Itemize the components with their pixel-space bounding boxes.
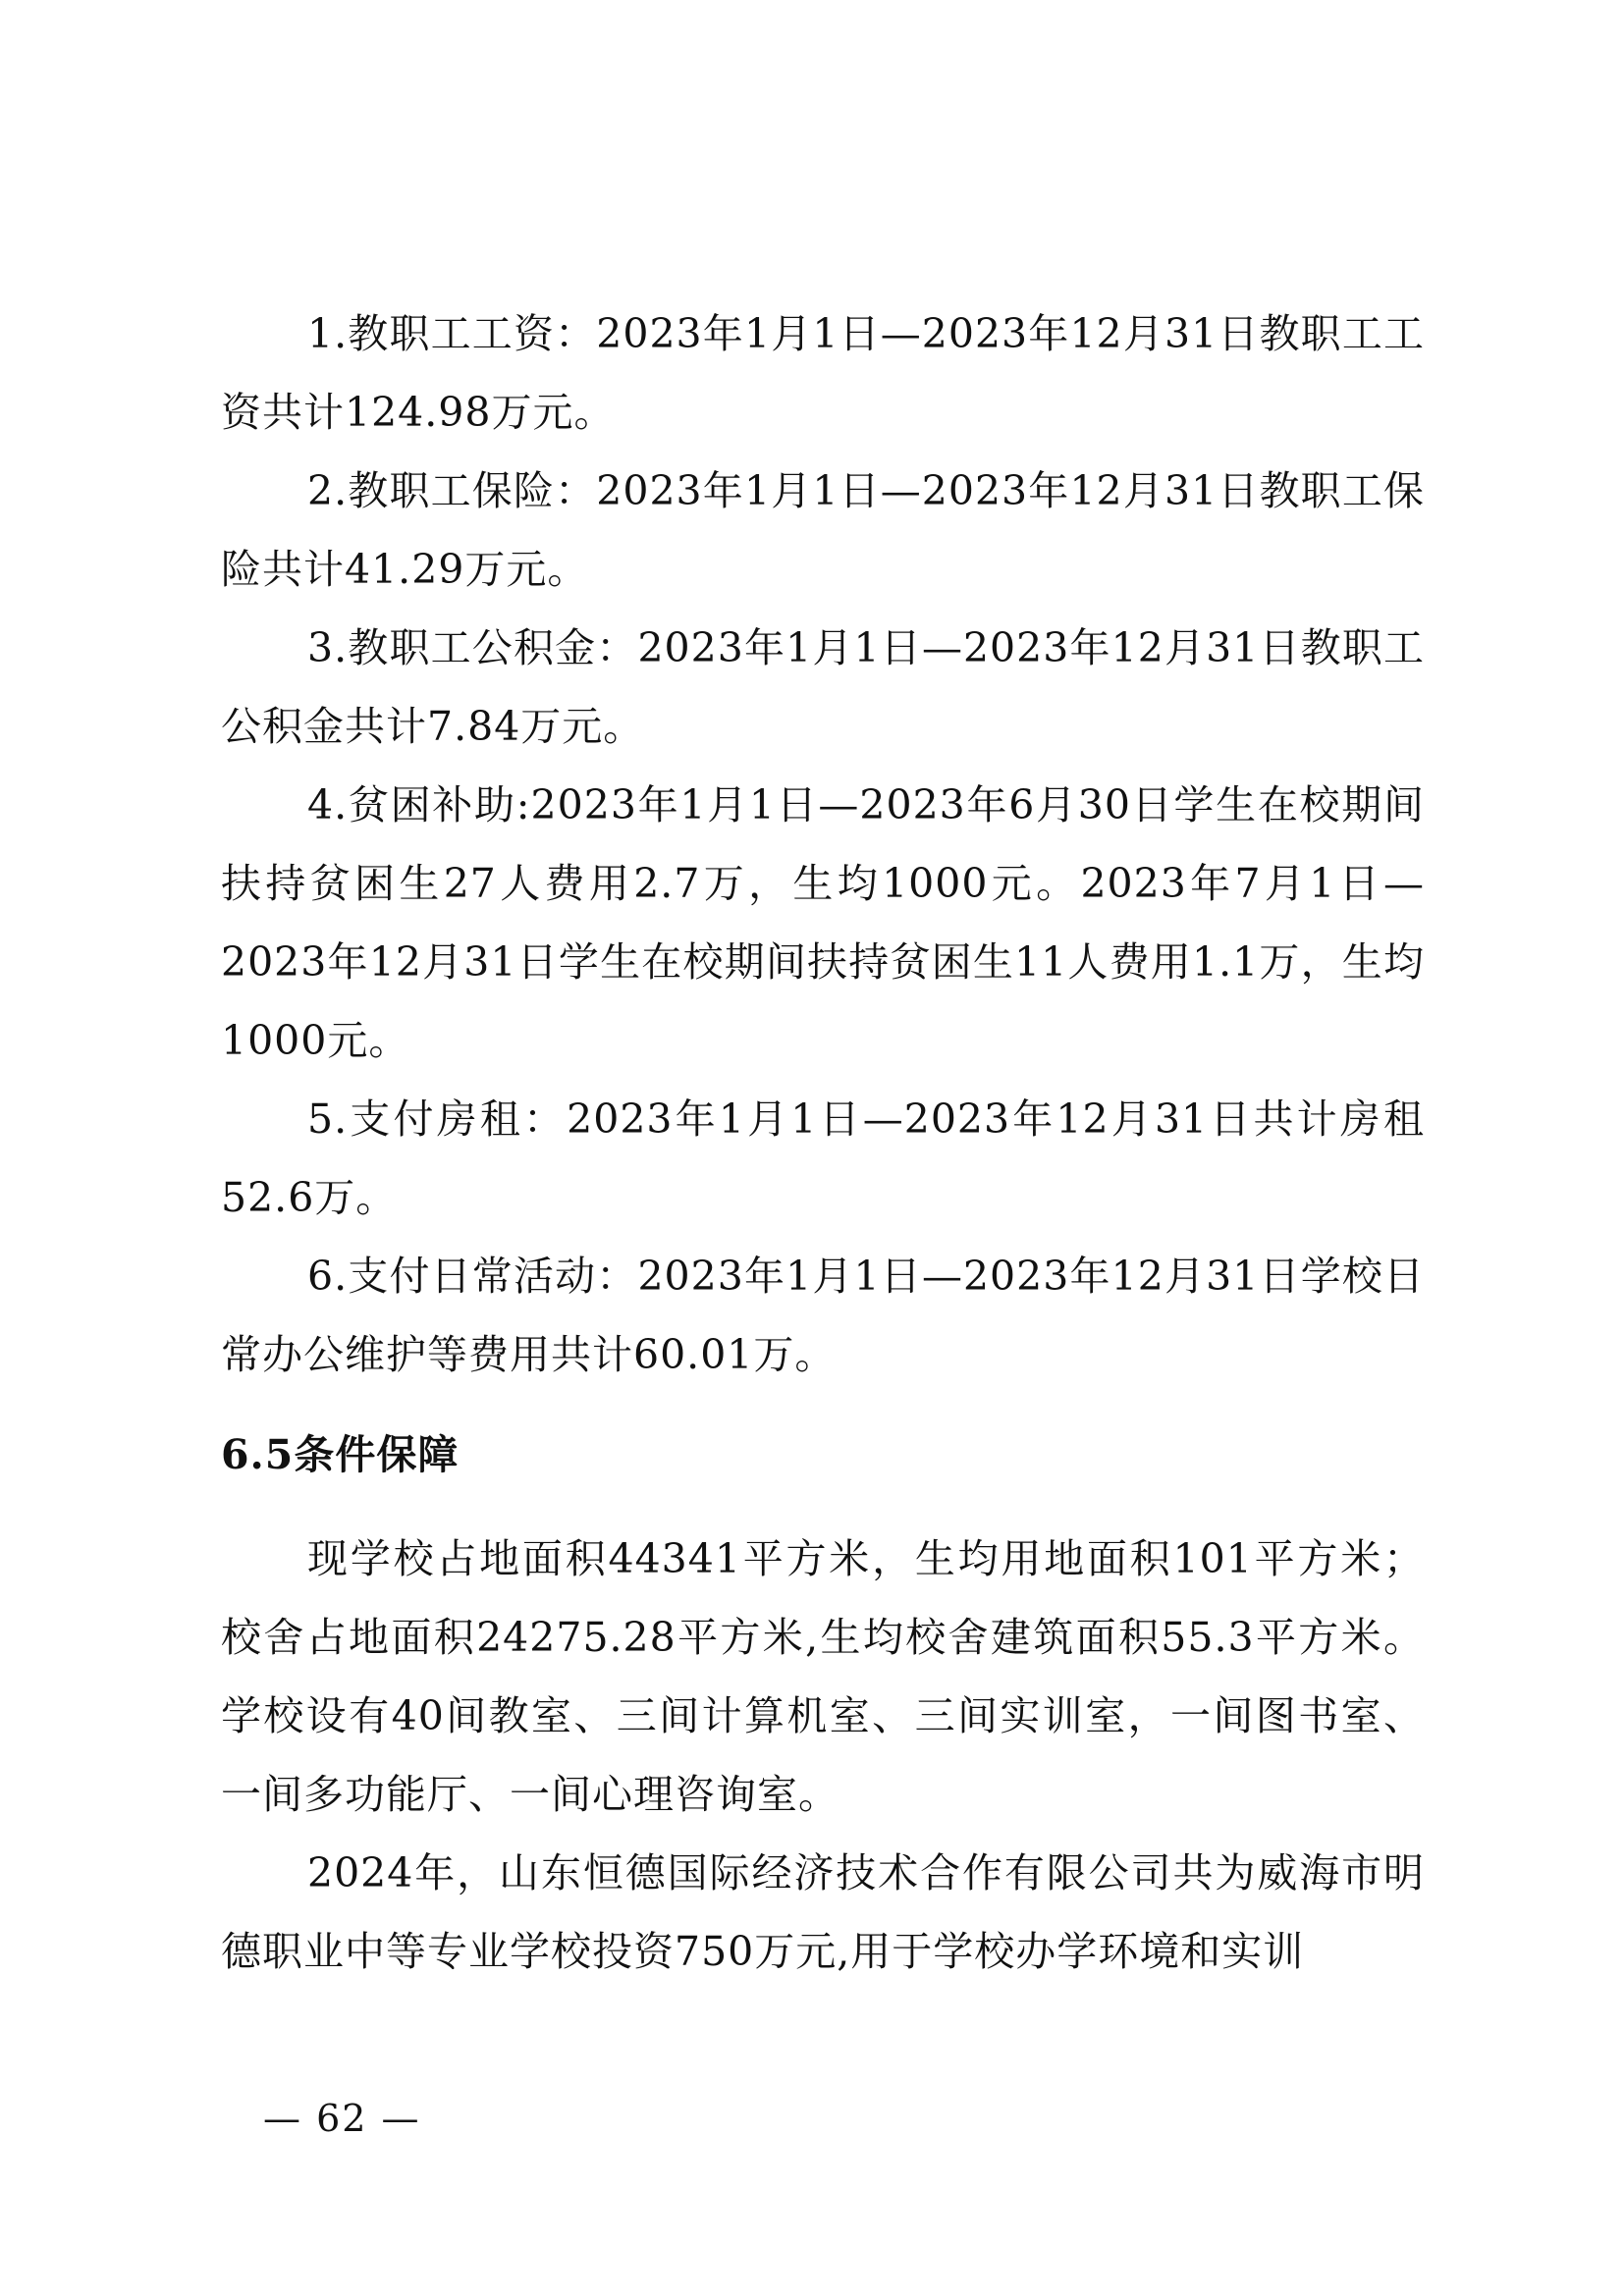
paragraph-staff-housing-fund: 3.教职工公积金：2023年1月1日—2023年12月31日教职工公积金共计7.84万元。 <box>221 624 1425 750</box>
paragraph-poverty-subsidy: 4.贫困补助:2023年1月1日—2023年6月30日学生在校期间扶持贫困生27人费用2.7万，生均1000元。2023年7月1日—2023年12月31日学生在校期间扶持贫困生11人费用1.1万，生均1000元。 <box>221 781 1425 1064</box>
page-body <box>221 294 1425 1991</box>
paragraph-investment: 2024年，山东恒德国际经济技术合作有限公司共为威海市明德职业中等专业学校投资750万元,用于学校办学环境和实训 <box>221 1849 1425 1975</box>
section-heading: 6.5条件保障 <box>221 1431 460 1478</box>
paragraph-rent-payment: 5.支付房租：2023年1月1日—2023年12月31日共计房租52.6万。 <box>221 1095 1425 1221</box>
paragraph-campus-facilities: 现学校占地面积44341平方米，生均用地面积101平方米；校舍占地面积24275.28平方米,生均校舍建筑面积55.3平方米。学校设有40间教室、三间计算机室、三间实训室，一间图书室、一间多功能厅、一间心理咨询室。 <box>221 1535 1425 1818</box>
page-number: — 62 — <box>263 2097 421 2140</box>
paragraph-staff-salary: 1.教职工工资：2023年1月1日—2023年12月31日教职工工资共计124.98万元。 <box>221 310 1425 436</box>
paragraph-staff-insurance: 2.教职工保险：2023年1月1日—2023年12月31日教职工保险共计41.29万元。 <box>221 467 1425 593</box>
paragraph-daily-activities: 6.支付日常活动：2023年1月1日—2023年12月31日学校日常办公维护等费用共计60.01万。 <box>221 1253 1425 1378</box>
